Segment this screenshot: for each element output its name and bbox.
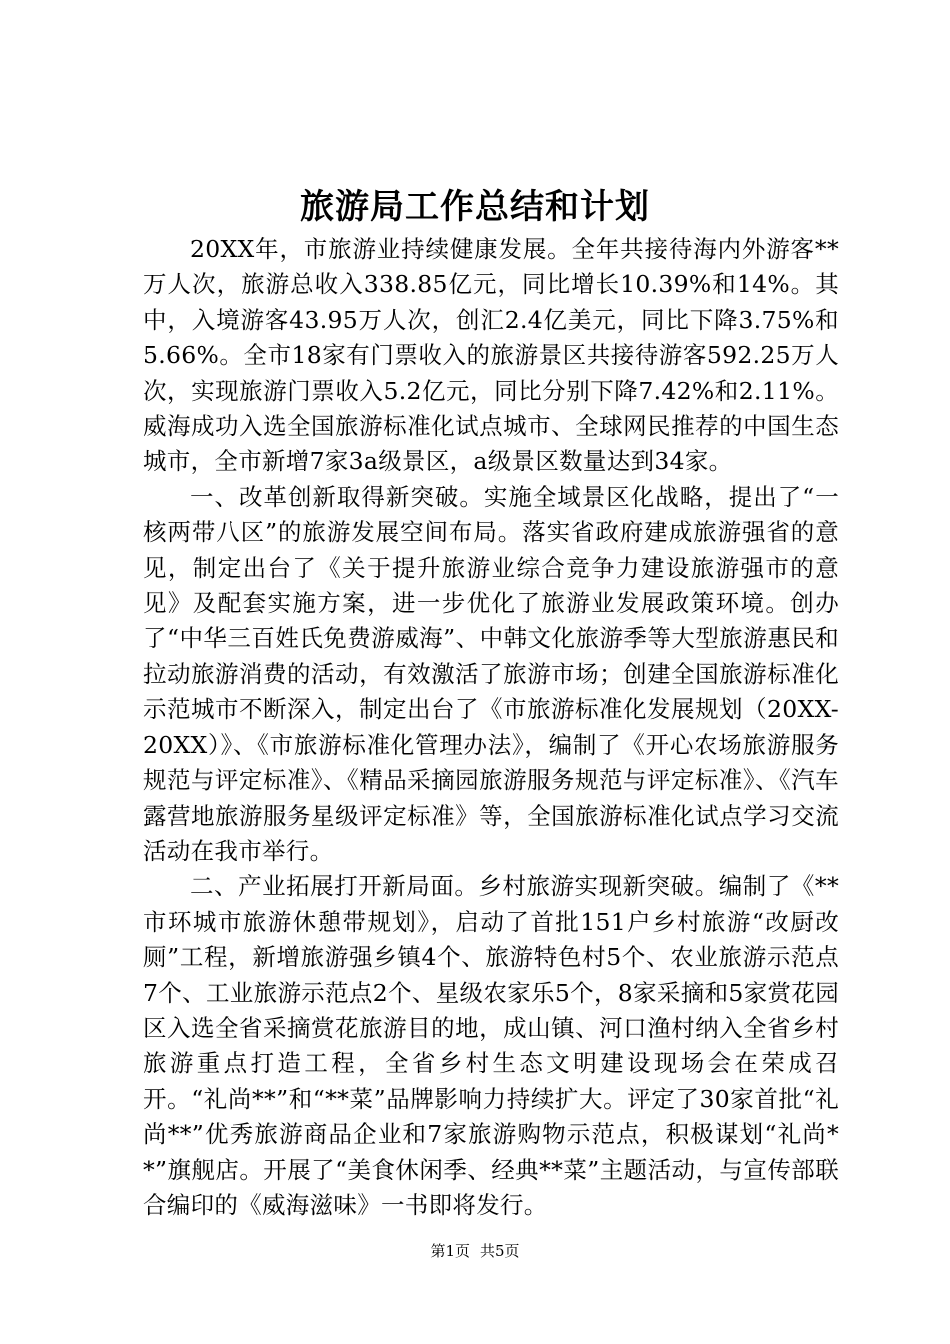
- page-number: 第1页: [430, 1242, 470, 1260]
- paragraph-industry: 二、产业拓展打开新局面。乡村旅游实现新突破。编制了《**市环城市旅游休憩带规划》，启动了首批151户乡村旅游“改厨改厕”工程，新增旅游强乡镇4个、旅游特色村5个、农业旅游示范点7个、工业旅游示范点2个、星级农家乐5个，8家采摘和5家赏花园区入选全省采摘赏花旅游目的地，成山镇、河口渔村纳入全省乡村旅游重点打造工程，全省乡村生态文明建设现场会在荣成召开。“礼尚**”和“**菜”品牌影响力持续扩大。评定了30家首批“礼尚**”优秀旅游商品企业和7家旅游购物示范点，积极谋划“礼尚**”旗舰店。开展了“美食休闲季、经典**菜”主题活动，与宣传部联合编印的《威海滋味》一书即将发行。: [143, 872, 839, 1219]
- paragraph-reform: 一、改革创新取得新突破。实施全域景区化战略，提出了“一核两带八区”的旅游发展空间布局。落实省政府建成旅游强省的意见，制定出台了《关于提升旅游业综合竞争力建设旅游强市的意见》及配套实施方案，进一步优化了旅游业发展政策环境。创办了“中华三百姓氏免费游威海”、中韩文化旅游季等大型旅游惠民和拉动旅游消费的活动，有效激活了旅游市场；创建全国旅游标准化示范城市不断深入，制定出台了《市旅游标准化发展规划（20XX-20XX）》、《市旅游标准化管理办法》，编制了《开心农场旅游服务规范与评定标准》、《精品采摘园旅游服务规范与评定标准》、《汽车露营地旅游服务星级评定标准》等，全国旅游标准化试点学习交流活动在我市举行。: [143, 482, 839, 865]
- page-total: 共5页: [480, 1242, 520, 1260]
- page-footer: [0, 1240, 950, 1262]
- document-title: 旅游局工作总结和计划: [300, 187, 650, 227]
- paragraph-summary: 20XX年，市旅游业持续健康发展。全年共接待海内外游客**万人次，旅游总收入338.85亿元，同比增长10.39%和14%。其中，入境游客43.95万人次，创汇2.4亿美元，同比下降3.75%和5.66%。全市18家有门票收入的旅游景区共接待游客592.25万人次，实现旅游门票收入5.2亿元，同比分别下降7.42%和2.11%。威海成功入选全国旅游标准化试点城市、全球网民推荐的中国生态城市，全市新增7家3a级景区，a级景区数量达到34家。: [143, 235, 839, 476]
- document-body: [143, 232, 839, 1223]
